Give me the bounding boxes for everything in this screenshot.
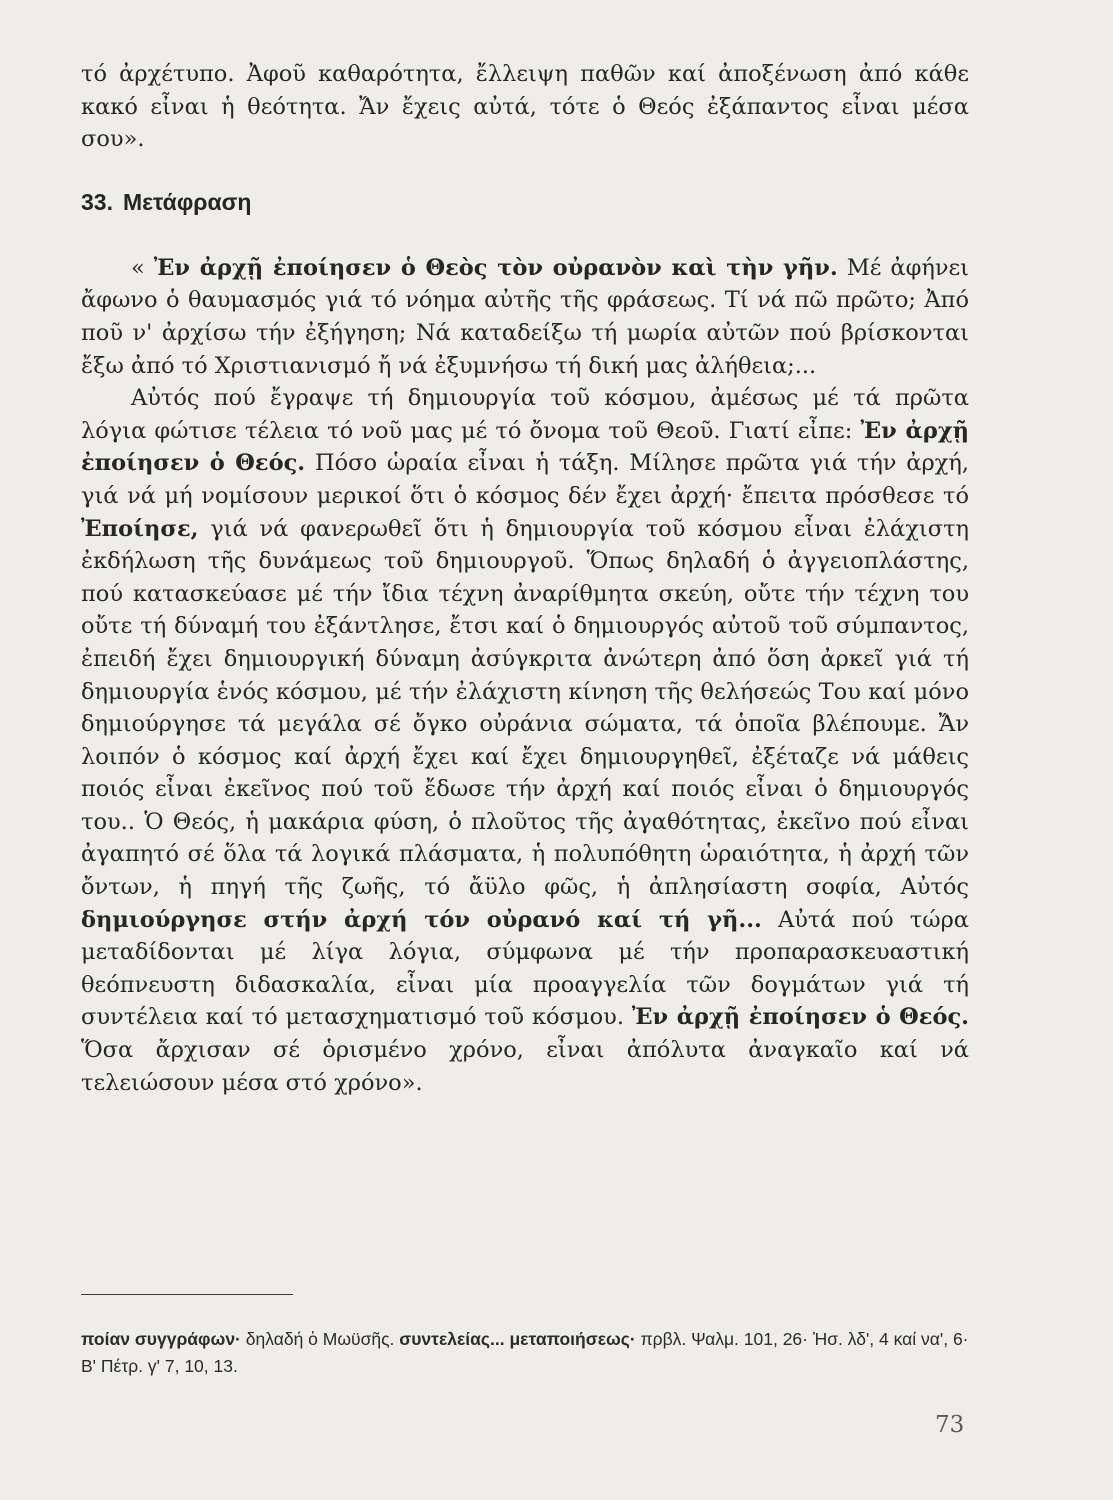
main-text	[81, 58, 969, 1099]
scripture-quote-2: Ἐν ἀρχῇ ἐποίησεν ὁ Θεός.	[81, 417, 969, 477]
paragraph-2	[81, 382, 969, 1099]
footnote-divider	[81, 1294, 293, 1295]
paragraph-2-text-1: Αὐτός πού ἔγραψε τή δημιουργία τοῦ κόσμου, ἀμέσως μέ τά πρῶτα λόγια φώτισε τέλεια τό νοῦ μας μέ τό ὄνομα τοῦ Θεοῦ. Γιατί εἶπε:	[81, 385, 969, 444]
paragraph-2-text-3: γιά νά φανερωθεῖ ὅτι ἡ δημιουργία τοῦ κόσμου εἶναι ἐλάχιστη ἐκδήλωση τῆς δυνάμεως τοῦ δημιουργοῦ. Ὅπως δηλαδή ὁ ἀγγειοπλάστης, πού κατασκεύασε μέ τήν ἴδια τέχνη ἀναρίθμητα σκεύη, οὔτε τήν τέχνη του οὔτε τή δύναμή του ἐξάντλησε, ἔτσι καί ὁ δημιουργός αὐτοῦ τοῦ σύμπαντος, ἐπειδή ἔχει δημιουργική δύναμη ἀσύγκριτα ἀνώτερη ἀπό ὅση ἀρκεῖ γιά τή δημιουργία ἑνός κόσμου, μέ τήν ἐλάχιστη κίνηση τῆς θελήσεώς Του καί μόνο δημιούργησε τά μεγάλα σέ ὄγκο οὐράνια σώματα, τά ὁποῖα βλέπουμε. Ἄν λοιπόν ὁ κόσμος καί ἀρχή ἔχει καί ἔχει δημιουργηθεῖ, ἐξέταζε νά μάθεις ποιός εἶναι ἐκεῖνος πού τοῦ ἔδωσε τήν ἀρχή καί ποιός εἶναι ὁ δημιουργός του.. Ὁ Θεός, ἡ μακάρια φύση, ὁ πλοῦτος τῆς ἀγαθότητας, ἐκεῖνο πού εἶναι ἀγαπητό σέ ὅλα τά λογικά πλάσματα, ἡ πολυπόθητη ὡραιότητα, ἡ ἀρχή τῶν ὄντων, ἡ πηγή τῆς ζωῆς, τό ἄϋλο φῶς, ἡ ἀπλησίαστη σοφία, Αὐτός	[81, 515, 969, 901]
section-heading	[81, 187, 969, 217]
footnote	[81, 1326, 969, 1380]
page-number: 73	[935, 1412, 965, 1438]
footnote-text-2: πρβλ. Ψαλμ. 101, 26· Ἠσ. λδ', 4 καί να', 6· Β' Πέτρ. γ' 7, 10, 13.	[81, 1329, 969, 1376]
section-number: 33.	[81, 188, 113, 215]
scripture-quote-4: Ἐν ἀρχῇ ἐποίησεν ὁ Θεός.	[631, 1004, 969, 1031]
footnote-term-2: συντελείας... μεταποιήσεως·	[399, 1329, 636, 1349]
paragraph-2-text-5: Ὅσα ἄρχισαν σέ ὁρισμένο χρόνο, εἶναι ἀπόλυτα ἀναγκαῖο καί νά τελειώσουν μέσα στό χρόνο».	[81, 1037, 969, 1096]
footnote-term-1: ποίαν συγγράφων·	[81, 1329, 241, 1349]
open-quote: «	[131, 254, 154, 281]
scripture-quote: Ἐν ἀρχῇ ἐποίησεν ὁ Θεὸς τὸν οὐρανὸν καὶ τὴν γῆν.	[153, 254, 838, 281]
paragraph-2-text-2: Πόσο ὡραία εἶναι ἡ τάξη. Μίλησε πρῶτα γιά τήν ἀρχή, γιά νά μή νομίσουν μερικοί ὅτι ὁ κόσμος δέν ἔχει ἀρχή· ἔπειτα πρόσθεσε τό	[81, 450, 969, 509]
paragraph-1-text: Μέ ἀφήνει ἄφωνο ὁ θαυμασμός γιά τό νόημα αὐτῆς τῆς φράσεως. Τί νά πῶ πρῶτο; Ἀπό ποῦ ν' ἀρχίσω τήν ἐξήγηση; Νά καταδείξω τή μωρία αὐτῶν πού βρίσκονται ἔξω ἀπό τό Χριστιανισμό ἤ νά ἐξυμνήσω τή δική μας ἀλήθεια;...	[81, 254, 969, 379]
footnote-text-1: δηλαδή ὁ Μωϋσῆς.	[240, 1329, 400, 1349]
intro-paragraph: τό ἀρχέτυπο. Ἀφοῦ καθαρότητα, ἔλλειψη παθῶν καί ἀποξένωση ἀπό κάθε κακό εἶναι ἡ θεότητα. Ἄν ἔχεις αὐτά, τότε ὁ Θεός ἐξάπαντος εἶναι μέσα σου».	[81, 61, 969, 153]
section-title: Μετάφραση	[122, 188, 252, 215]
scripture-word: Ἐποίησε,	[81, 515, 199, 542]
paragraph-2-text-4: Αὐτά πού τώρα μεταδίδονται μέ λίγα λόγια, σύμφωνα μέ τήν προπαρασκευαστική θεόπνευστη διδασκαλία, εἶναι μία προαγγελία τῶν δογμάτων γιά τή συντέλεια καί τό μετασχηματισμό τοῦ κόσμου.	[81, 906, 969, 1031]
paragraph-1	[81, 252, 969, 382]
scripture-quote-3: δημιούργησε στήν ἀρχή τόν οὐρανό καί τή γῆ...	[81, 906, 762, 933]
